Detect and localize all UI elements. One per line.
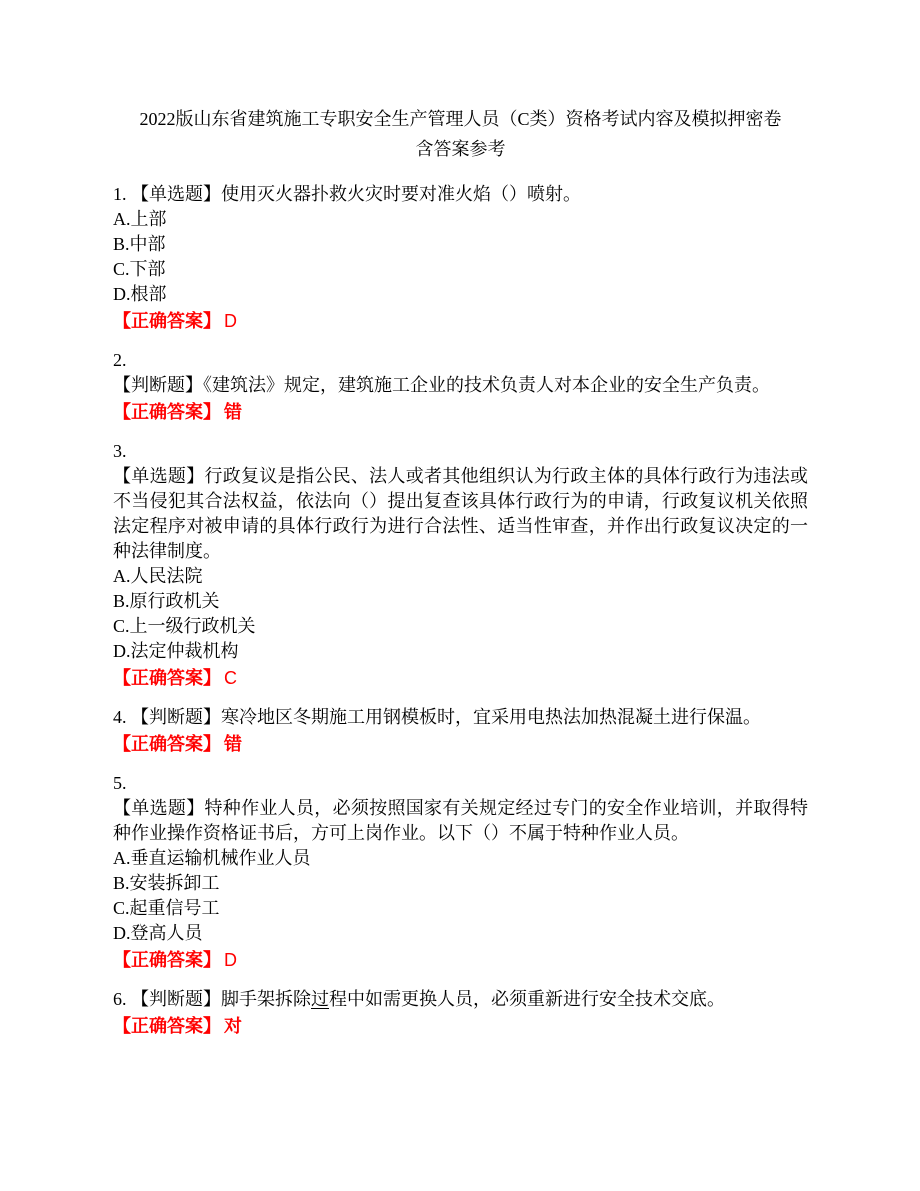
- question-1-stem: 1. 【单选题】使用灭火器扑救火灾时要对准火焰（）喷射。: [113, 184, 581, 204]
- question-5-number: 5.: [113, 773, 127, 793]
- question-4-answer-line: [113, 732, 808, 757]
- question-1-answer-value: D: [224, 311, 237, 331]
- question-6: [113, 987, 808, 1039]
- question-1-option-c: C.下部: [113, 259, 166, 279]
- question-5-option-b: B.安装拆卸工: [113, 873, 220, 893]
- question-5-answer-value: D: [224, 950, 237, 970]
- page-title: [113, 104, 808, 164]
- correct-answer-label: 【正确答案】: [113, 402, 221, 422]
- question-4-answer-value: 错: [224, 734, 242, 754]
- correct-answer-label: 【正确答案】: [113, 734, 221, 754]
- question-3-option-a: A.人民法院: [113, 566, 203, 586]
- correct-answer-label: 【正确答案】: [113, 950, 221, 970]
- question-6-stem: [113, 987, 808, 1012]
- question-1-option-b: B.中部: [113, 234, 166, 254]
- correct-answer-label: 【正确答案】: [113, 668, 221, 688]
- question-2-number: 2.: [113, 350, 127, 370]
- question-5-option-a: A.垂直运输机械作业人员: [113, 848, 311, 868]
- question-3-stem: 【单选题】行政复议是指公民、法人或者其他组织认为行政主体的具体行政行为违法或不当侵犯其合法权益，依法向（）提出复查该具体行政行为的申请，行政复议机关依照法定程序对被申请的具体行政行为进行合法性、适当性审查，并作出行政复议决定的一种法律制度。: [113, 466, 808, 561]
- question-4: [113, 705, 808, 757]
- question-1-option-d: D.根部: [113, 284, 167, 304]
- question-6-stem-underlined-char: 过: [311, 989, 329, 1009]
- question-3-answer-line: [113, 666, 808, 691]
- question-2-answer-line: [113, 400, 808, 425]
- question-3: [113, 439, 808, 691]
- question-3-option-c: C.上一级行政机关: [113, 616, 256, 636]
- question-3-number: 3.: [113, 441, 127, 461]
- question-2-stem: 【判断题】《建筑法》规定，建筑施工企业的技术负责人对本企业的安全生产负责。: [113, 375, 770, 395]
- question-6-answer-value: 对: [224, 1016, 242, 1036]
- question-3-answer-value: C: [224, 668, 237, 688]
- question-6-stem-post: 程中如需更换人员，必须重新进行安全技术交底。: [329, 989, 725, 1009]
- question-5-answer-line: [113, 948, 808, 973]
- question-6-stem-pre: 6. 【判断题】脚手架拆除: [113, 989, 311, 1009]
- question-6-answer-line: [113, 1014, 808, 1039]
- question-2: [113, 348, 808, 425]
- question-1-answer-line: [113, 309, 808, 334]
- correct-answer-label: 【正确答案】: [113, 311, 221, 331]
- question-5-option-c: C.起重信号工: [113, 898, 220, 918]
- question-3-option-b: B.原行政机关: [113, 591, 220, 611]
- page-title-line-2: 含答案参考: [415, 139, 506, 159]
- question-5-option-d: D.登高人员: [113, 923, 203, 943]
- question-1: [113, 182, 808, 334]
- page-title-line-1: 2022版山东省建筑施工专职安全生产管理人员（C类）资格考试内容及模拟押密卷: [139, 109, 782, 129]
- correct-answer-label: 【正确答案】: [113, 1016, 221, 1036]
- question-3-option-d: D.法定仲裁机构: [113, 641, 239, 661]
- question-4-stem: 4. 【判断题】寒冷地区冬期施工用钢模板时，宜采用电热法加热混凝土进行保温。: [113, 707, 761, 727]
- question-2-answer-value: 错: [224, 402, 242, 422]
- question-1-option-a: A.上部: [113, 209, 167, 229]
- question-5-stem: 【单选题】特种作业人员，必须按照国家有关规定经过专门的安全作业培训，并取得特种作业操作资格证书后，方可上岗作业。以下（）不属于特种作业人员。: [113, 798, 808, 843]
- question-5: [113, 771, 808, 973]
